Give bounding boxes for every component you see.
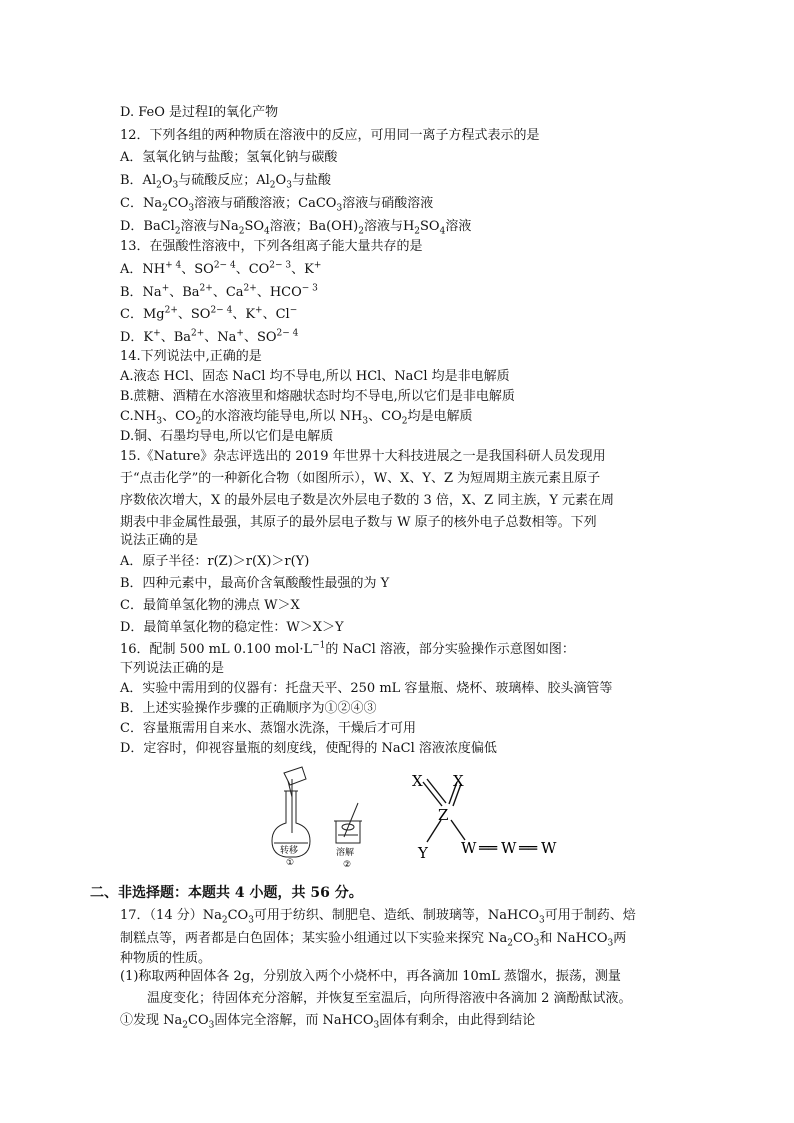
q14-stem: 14.下列说法中,正确的是 (120, 349, 262, 364)
q13-option-d: D．K+、$Ba^{2+}$、Na+、$SO^{2- 4}$ (120, 328, 299, 345)
q16-option-b: B．上述实验操作步骤的正确顺序为①②④③ (120, 701, 377, 716)
q17-line-5: 温度变化；待固体充分溶解，并恢复至室温后，向所得溶液中各滴加 2 滴酚酞试液。 (147, 991, 632, 1006)
q15-line-1: 15.《Nature》杂志评选出的 2019 年世界十大科技进展之一是我国科研人员发现用 (120, 449, 606, 464)
q14-option-c: $C.NH_3$、$CO_2$的水溶液均能导电,所以 $NH_3$、$CO_2$均是电解质 (120, 409, 473, 427)
q15-option-d: D．最简单氢化物的稳定性：W＞X＞Y (120, 620, 344, 635)
q13-option-c: C．$Mg^{2+}$、$SO^{2- 4}$、K+、Cl− (120, 305, 298, 322)
q12-stem: 12．下列各组的两种物质在溶液中的反应，可用同一离子方程式表示的是 (120, 128, 540, 143)
q12-option-c: C．$Na_2CO_3$溶液与硝酸溶液；CaCO$_3$溶液与硝酸溶液 (120, 196, 434, 214)
bond-w2-w3: ══ (519, 839, 538, 857)
q16-option-d: D．定容时，仰视容量瓶的刻度线，使配得的 NaCl 溶液浓度偏低 (120, 741, 497, 756)
q17-line-6: ①发现 $Na_2CO_3$固体完全溶解，而 NaHCO$_3$固体有剩余，由此得到结论 (120, 1013, 536, 1031)
transfer-step-drawing (272, 767, 310, 857)
q16-line-2: 下列说法正确的是 (120, 661, 225, 676)
q15-option-b: B．四种元素中，最高价含氧酸酸性最强的为 Y (120, 576, 390, 591)
q15-line-2: 于“点击化学”的一种新化合物（如图所示），W、X、Y、Z 为短周期主族元素且原子 (120, 471, 601, 486)
dissolve-step-drawing (334, 803, 362, 843)
q16-option-a: A．实验中需用到的仪器有：托盘天平、250 mL 容量瓶、烧杯、玻璃棒、胶头滴管等 (120, 681, 613, 696)
atom-x-left: X (412, 772, 423, 790)
bond-w1-w2: ══ (479, 839, 498, 857)
atom-z: Z (438, 806, 449, 824)
transfer-step-number: ① (286, 858, 295, 868)
q13-option-b: B．Na+、$Ba^{2+}$、$Ca^{2+}$、$HCO^{- 3}$ (120, 283, 318, 300)
q12-option-d: D．BaCl$_2$溶液与$Na_2SO_4$溶液；$Ba(OH)_2$溶液与$H_2SO_4$溶液 (120, 219, 472, 237)
q16-line-1: 16．配制 500 mL 0.100 $mol\cdot L^{-1}$的 NaCl 溶液，部分实验操作示意图如图： (120, 640, 575, 657)
q17-line-3: 种物质的性质。 (120, 951, 212, 966)
q14-option-a: A.液态 HCl、固态 NaCl 均不导电,所以 HCl、NaCl 均是非电解质 (120, 369, 510, 384)
atom-x-right: X (453, 772, 464, 790)
solution-preparation-figure (262, 763, 402, 875)
atom-w-3: W (541, 839, 557, 857)
q16-option-c: C．容量瓶需用自来水、蒸馏水洗涤，干燥后才可用 (120, 721, 416, 736)
q15-option-a: A．原子半径：r(Z)＞r(X)＞r(Y) (120, 554, 310, 569)
q12-option-a: A．氢氧化钠与盐酸；氢氧化钠与碳酸 (120, 150, 338, 165)
q17-line-4: (1)称取两种固体各 2g，分别放入两个小烧杯中，再各滴加 10mL 蒸馏水，振荡，测量 (120, 969, 621, 984)
q15-line-3: 序数依次增大，X 的最外层电子数是次外层电子数的 3 倍，X、Z 同主族，Y 元素在周 (120, 493, 615, 508)
q12-option-b: B．$Al_2O_3$与硫酸反应；$Al_2O_3$与盐酸 (120, 173, 331, 191)
dissolve-label: 溶解 (336, 848, 355, 858)
q13-option-a: A．$NH^{+ 4}$、$SO^{2- 4}$、$CO^{2- 3}$、K+ (120, 260, 322, 277)
transfer-label: 转移 (280, 846, 299, 856)
atom-w-2: W (501, 839, 517, 857)
q14-option-d: D.铜、石墨均导电,所以它们是电解质 (120, 429, 334, 444)
q13-stem: 13．在强酸性溶液中，下列各组离子能大量共存的是 (120, 239, 423, 254)
section-2-title: 二、非选择题：本题共 4 小题，共 56 分。 (90, 885, 363, 901)
compound-structure-figure (395, 760, 580, 870)
dissolve-step-number: ② (343, 860, 352, 870)
q15-line-5: 说法正确的是 (120, 533, 199, 548)
atom-w-1: W (461, 839, 477, 857)
q15-line-4: 期表中非金属性最强，其原子的最外层电子数与 W 原子的核外电子总数相等。下列 (120, 515, 597, 530)
q17-line-2: 制糕点等，两者都是白色固体；某实验小组通过以下实验来探究 $Na_2CO_3$和 NaHCO$_3$两 (120, 931, 627, 949)
atom-y: Y (418, 844, 428, 862)
q15-option-c: C．最简单氢化物的沸点 W＞X (120, 598, 300, 613)
q14-option-b: B.蔗糖、酒精在水溶液里和熔融状态时均不导电,所以它们是非电解质 (120, 389, 515, 404)
q17-line-1: 17．（14 分）$Na_2CO_3$可用于纺织、制肥皂、造纸、制玻璃等，NaHCO$_3$可用于制药、焙 (120, 908, 636, 926)
q11-option-d: D. FeO 是过程Ⅰ的氧化产物 (120, 105, 279, 120)
